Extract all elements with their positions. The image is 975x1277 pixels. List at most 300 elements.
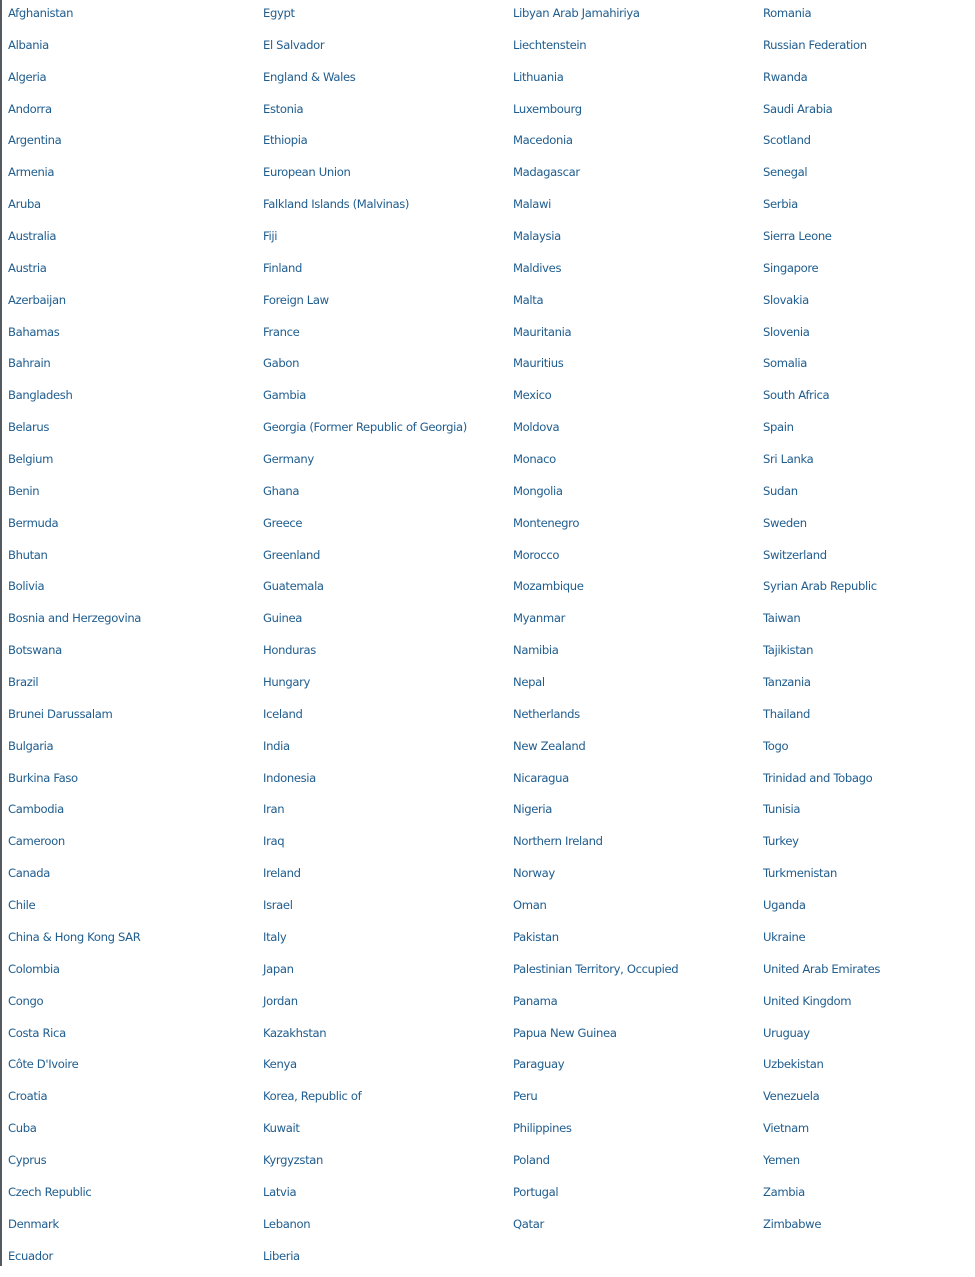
country-link[interactable]: Uzbekistan [763,1057,824,1072]
country-link[interactable]: Andorra [8,101,52,116]
country-link[interactable]: Moldova [513,420,560,435]
list-item [263,1150,467,1182]
country-link[interactable]: Saudi Arabia [763,101,833,116]
list-item [8,704,141,736]
list-item [8,1118,141,1150]
country-link[interactable]: Tajikistan [763,643,814,658]
list-item [8,863,141,895]
list-item [763,799,880,831]
list-item [8,385,141,417]
list-item [263,672,467,704]
country-link[interactable]: Australia [8,229,57,244]
country-link[interactable]: Finland [263,260,302,275]
country-link[interactable]: Portugal [513,1184,559,1199]
country-link[interactable]: Vietnam [763,1121,809,1136]
list-item [763,1023,880,1055]
list-item [8,449,141,481]
list-item [263,736,467,768]
country-link[interactable]: Oman [513,898,547,913]
list-item [763,226,880,258]
list-item [8,640,141,672]
country-link[interactable]: Papua New Guinea [513,1025,617,1040]
list-item [513,322,678,354]
list-item [513,608,678,640]
list-item [263,863,467,895]
list-item [513,226,678,258]
list-item [513,1086,678,1118]
list-item [263,991,467,1023]
list-item [763,545,880,577]
list-item [8,3,141,35]
country-link[interactable]: Switzerland [763,547,827,562]
country-link[interactable]: Slovenia [763,324,810,339]
country-link[interactable]: Cyprus [8,1152,47,1167]
country-link[interactable]: Burkina Faso [8,770,78,785]
list-item [763,863,880,895]
list-item [8,481,141,513]
list-item [763,322,880,354]
country-link[interactable]: Sierra Leone [763,229,832,244]
country-column-2 [263,3,467,1277]
list-item [8,35,141,67]
country-column-4 [763,3,880,1246]
country-link[interactable]: Maldives [513,260,562,275]
country-link[interactable]: Bermuda [8,515,59,530]
list-item [263,35,467,67]
list-item [8,99,141,131]
country-link[interactable]: Colombia [8,961,60,976]
country-link[interactable]: Liberia [263,1248,300,1263]
country-link[interactable]: Kuwait [263,1121,300,1136]
country-link[interactable]: Scotland [763,133,811,148]
country-link[interactable]: Norway [513,866,555,881]
list-item [8,1150,141,1182]
country-link[interactable]: Iceland [263,706,303,721]
country-link[interactable]: Qatar [513,1216,544,1231]
list-item [763,194,880,226]
list-item [263,831,467,863]
list-item [263,1214,467,1246]
list-item [513,99,678,131]
country-link[interactable]: Israel [263,898,293,913]
country-link[interactable]: Afghanistan [8,6,74,20]
country-column-1 [8,3,141,1277]
country-link[interactable]: Philippines [513,1121,572,1136]
country-link[interactable]: Guatemala [263,579,324,594]
country-link[interactable]: Spain [763,420,794,435]
country-link[interactable]: Kyrgyzstan [263,1152,324,1167]
country-link[interactable]: Hungary [263,675,311,690]
country-link[interactable]: Latvia [263,1184,297,1199]
list-item [513,959,678,991]
list-item [8,226,141,258]
country-link[interactable]: Kazakhstan [263,1025,327,1040]
list-item [8,417,141,449]
list-item [263,545,467,577]
list-item [513,545,678,577]
country-link[interactable]: Germany [263,452,314,467]
list-item [763,67,880,99]
country-link[interactable]: Palestinian Territory, Occupied [513,961,679,976]
country-link[interactable]: Bahrain [8,356,51,371]
list-item [8,162,141,194]
country-link[interactable]: Aruba [8,197,41,212]
country-link[interactable]: Nigeria [513,802,553,817]
country-link[interactable]: Iraq [263,834,285,849]
list-item [763,385,880,417]
country-link[interactable]: Bosnia and Herzegovina [8,611,142,626]
country-link[interactable]: France [263,324,300,339]
list-item [263,1246,467,1277]
country-link[interactable]: Sri Lanka [763,452,814,467]
country-link[interactable]: Uruguay [763,1025,810,1040]
country-link[interactable]: Lebanon [263,1216,311,1231]
list-item [763,1182,880,1214]
country-link[interactable]: Ireland [263,866,301,881]
country-link[interactable]: Sweden [763,515,807,530]
list-item [513,194,678,226]
list-item [263,895,467,927]
list-item [263,768,467,800]
country-link[interactable]: China & Hong Kong SAR [8,929,141,944]
country-link[interactable]: Ghana [263,483,300,498]
list-item [8,831,141,863]
country-link[interactable]: Taiwan [763,611,801,626]
list-item [8,130,141,162]
list-item [263,1086,467,1118]
list-item [763,672,880,704]
list-item [513,417,678,449]
list-item [763,831,880,863]
country-link[interactable]: Canada [8,866,51,881]
list-item [263,290,467,322]
list-item [263,959,467,991]
country-link[interactable]: Greece [263,515,303,530]
country-link[interactable]: Bulgaria [8,738,54,753]
country-link[interactable]: Liechtenstein [513,37,587,52]
list-item [8,799,141,831]
country-link[interactable]: Monaco [513,452,556,467]
country-link[interactable]: Côte D'Ivoire [8,1057,79,1072]
list-item [513,258,678,290]
country-link[interactable]: Guinea [263,611,303,626]
list-item [263,1023,467,1055]
list-item [8,513,141,545]
country-link[interactable]: Belgium [8,452,54,467]
country-link[interactable]: Croatia [8,1089,48,1104]
list-item [763,513,880,545]
country-link[interactable]: Cameroon [8,834,65,849]
list-item [263,1182,467,1214]
list-item [8,1023,141,1055]
country-link[interactable]: Indonesia [263,770,316,785]
country-link[interactable]: Peru [513,1089,538,1104]
country-link[interactable]: Czech Republic [8,1184,92,1199]
list-item [263,226,467,258]
country-link[interactable]: Slovakia [763,292,809,307]
country-link[interactable]: El Salvador [263,37,325,52]
list-item [513,831,678,863]
country-link[interactable]: Belarus [8,420,50,435]
list-item [763,130,880,162]
country-link[interactable]: Honduras [263,643,316,658]
list-item [263,99,467,131]
country-link[interactable]: India [263,738,290,753]
country-link[interactable]: Myanmar [513,611,566,626]
list-item [263,322,467,354]
country-link[interactable]: Luxembourg [513,101,582,116]
country-link[interactable]: United Kingdom [763,993,852,1008]
country-link[interactable]: South Africa [763,388,830,403]
country-link[interactable]: Thailand [763,706,810,721]
list-item [513,1182,678,1214]
list-item [513,576,678,608]
country-link[interactable]: Russian Federation [763,37,867,52]
country-link[interactable]: Nicaragua [513,770,569,785]
country-link[interactable]: European Union [263,165,351,180]
country-link[interactable]: Gambia [263,388,306,403]
country-link[interactable]: Italy [263,929,287,944]
list-item [263,704,467,736]
list-item [763,959,880,991]
list-item [263,3,467,35]
country-link[interactable]: Costa Rica [8,1025,66,1040]
list-item [513,736,678,768]
list-item [513,449,678,481]
country-link[interactable]: Algeria [8,69,47,84]
list-item [763,1086,880,1118]
list-item [263,194,467,226]
country-link[interactable]: Brunei Darussalam [8,706,113,721]
country-link[interactable]: Mauritania [513,324,572,339]
country-link[interactable]: Zimbabwe [763,1216,822,1231]
list-item [763,449,880,481]
list-item [763,576,880,608]
list-item [8,672,141,704]
country-link[interactable]: Japan [263,961,294,976]
country-column-3 [513,3,678,1246]
country-link[interactable]: United Arab Emirates [763,961,881,976]
country-link[interactable]: Somalia [763,356,807,371]
country-link[interactable]: Sudan [763,483,798,498]
country-link[interactable]: Estonia [263,101,304,116]
list-item [513,35,678,67]
country-link[interactable]: Bangladesh [8,388,73,403]
country-link[interactable]: Egypt [263,6,295,20]
list-item [263,162,467,194]
country-link[interactable]: Pakistan [513,929,559,944]
country-link[interactable]: Panama [513,993,558,1008]
list-item [763,35,880,67]
list-item [513,290,678,322]
list-item [763,258,880,290]
list-item [763,608,880,640]
country-link[interactable]: Poland [513,1152,550,1167]
list-item [263,927,467,959]
list-item [763,162,880,194]
list-item [8,290,141,322]
list-item [513,863,678,895]
country-link[interactable]: Turkmenistan [763,866,837,881]
country-link[interactable]: Denmark [8,1216,59,1231]
country-link[interactable]: Serbia [763,197,798,212]
country-link[interactable]: Nepal [513,675,545,690]
country-link[interactable]: Ukraine [763,929,806,944]
country-link[interactable]: Syrian Arab Republic [763,579,877,594]
list-item [763,1150,880,1182]
country-link[interactable]: Greenland [263,547,320,562]
country-link[interactable]: Chile [8,898,36,913]
list-item [263,1118,467,1150]
country-link[interactable]: Senegal [763,165,808,180]
list-item [8,768,141,800]
list-item [513,513,678,545]
country-link[interactable]: Mozambique [513,579,584,594]
list-item [513,353,678,385]
list-item [513,1023,678,1055]
list-item [513,672,678,704]
country-link[interactable]: Northern Ireland [513,834,603,849]
country-link[interactable]: Austria [8,260,47,275]
list-item [513,895,678,927]
list-item [763,640,880,672]
country-link[interactable]: Albania [8,37,49,52]
list-item [513,991,678,1023]
list-item [513,704,678,736]
country-link[interactable]: Azerbaijan [8,292,66,307]
country-link[interactable]: Cuba [8,1121,37,1136]
country-link[interactable]: Trinidad and Tobago [763,770,873,785]
list-item [8,1214,141,1246]
country-link[interactable]: Romania [763,6,812,20]
country-link[interactable]: Foreign Law [263,292,329,307]
country-link[interactable]: Yemen [763,1152,800,1167]
list-item [8,194,141,226]
list-item [763,290,880,322]
country-link[interactable]: Togo [763,738,789,753]
list-item [763,353,880,385]
country-link[interactable]: Iran [263,802,285,817]
country-link[interactable]: Venezuela [763,1089,820,1104]
list-item [763,417,880,449]
country-link[interactable]: Cambodia [8,802,64,817]
list-item [763,895,880,927]
country-link[interactable]: Montenegro [513,515,580,530]
list-item [763,99,880,131]
country-link[interactable]: Malaysia [513,229,561,244]
list-item [763,1214,880,1246]
country-link[interactable]: Mauritius [513,356,564,371]
country-link[interactable]: Malta [513,292,544,307]
country-link[interactable]: New Zealand [513,738,586,753]
country-link[interactable]: Ecuador [8,1248,53,1263]
country-link[interactable]: Fiji [263,229,278,244]
list-item [513,130,678,162]
list-item [8,736,141,768]
list-item [513,927,678,959]
list-item [263,1054,467,1086]
list-item [263,608,467,640]
country-link[interactable]: Mexico [513,388,552,403]
country-link[interactable]: Korea, Republic of [263,1089,362,1104]
country-link[interactable]: Netherlands [513,706,580,721]
list-item [8,322,141,354]
list-item [763,991,880,1023]
country-link[interactable]: Falkland Islands (Malvinas) [263,197,410,212]
country-link[interactable]: Paraguay [513,1057,565,1072]
list-item [263,417,467,449]
list-item [8,991,141,1023]
list-item [8,67,141,99]
list-item [8,927,141,959]
country-link[interactable]: Morocco [513,547,560,562]
list-item [513,1214,678,1246]
country-link[interactable]: Gabon [263,356,300,371]
country-link[interactable]: Kenya [263,1057,297,1072]
list-item [8,959,141,991]
list-item [513,640,678,672]
list-item [8,353,141,385]
list-item [263,258,467,290]
country-link[interactable]: Brazil [8,675,39,690]
country-link[interactable]: England & Wales [263,69,356,84]
list-item [8,608,141,640]
list-item [8,576,141,608]
list-item [263,353,467,385]
country-link[interactable]: Bolivia [8,579,45,594]
country-link[interactable]: Mongolia [513,483,563,498]
list-item [513,1150,678,1182]
country-link[interactable]: Rwanda [763,69,808,84]
list-item [8,1246,141,1277]
country-link[interactable]: Tanzania [763,675,811,690]
country-link[interactable]: Singapore [763,260,819,275]
country-link[interactable]: Libyan Arab Jamahiriya [513,6,640,20]
list-item [8,1086,141,1118]
country-link[interactable]: Argentina [8,133,62,148]
country-link[interactable]: Armenia [8,165,55,180]
list-item [513,481,678,513]
list-item [263,67,467,99]
list-item [763,3,880,35]
country-link[interactable]: Zambia [763,1184,805,1199]
list-item [8,258,141,290]
country-link[interactable]: Botswana [8,643,62,658]
country-link[interactable]: Tunisia [763,802,801,817]
country-link[interactable]: Turkey [763,834,799,849]
list-item [8,545,141,577]
country-link[interactable]: Georgia (Former Republic of Georgia) [263,420,467,435]
country-link[interactable]: Congo [8,993,44,1008]
list-item [763,481,880,513]
list-item [263,130,467,162]
country-link[interactable]: Lithuania [513,69,564,84]
country-link[interactable]: Jordan [263,993,298,1008]
country-link[interactable]: Ethiopia [263,133,308,148]
country-link[interactable]: Madagascar [513,165,580,180]
list-item [763,736,880,768]
list-item [263,576,467,608]
country-link[interactable]: Bhutan [8,547,48,562]
country-link[interactable]: Namibia [513,643,559,658]
country-link[interactable]: Bahamas [8,324,60,339]
list-item [263,640,467,672]
country-link[interactable]: Macedonia [513,133,573,148]
country-link[interactable]: Uganda [763,898,806,913]
country-link[interactable]: Malawi [513,197,552,212]
country-link[interactable]: Benin [8,483,40,498]
list-item [513,385,678,417]
